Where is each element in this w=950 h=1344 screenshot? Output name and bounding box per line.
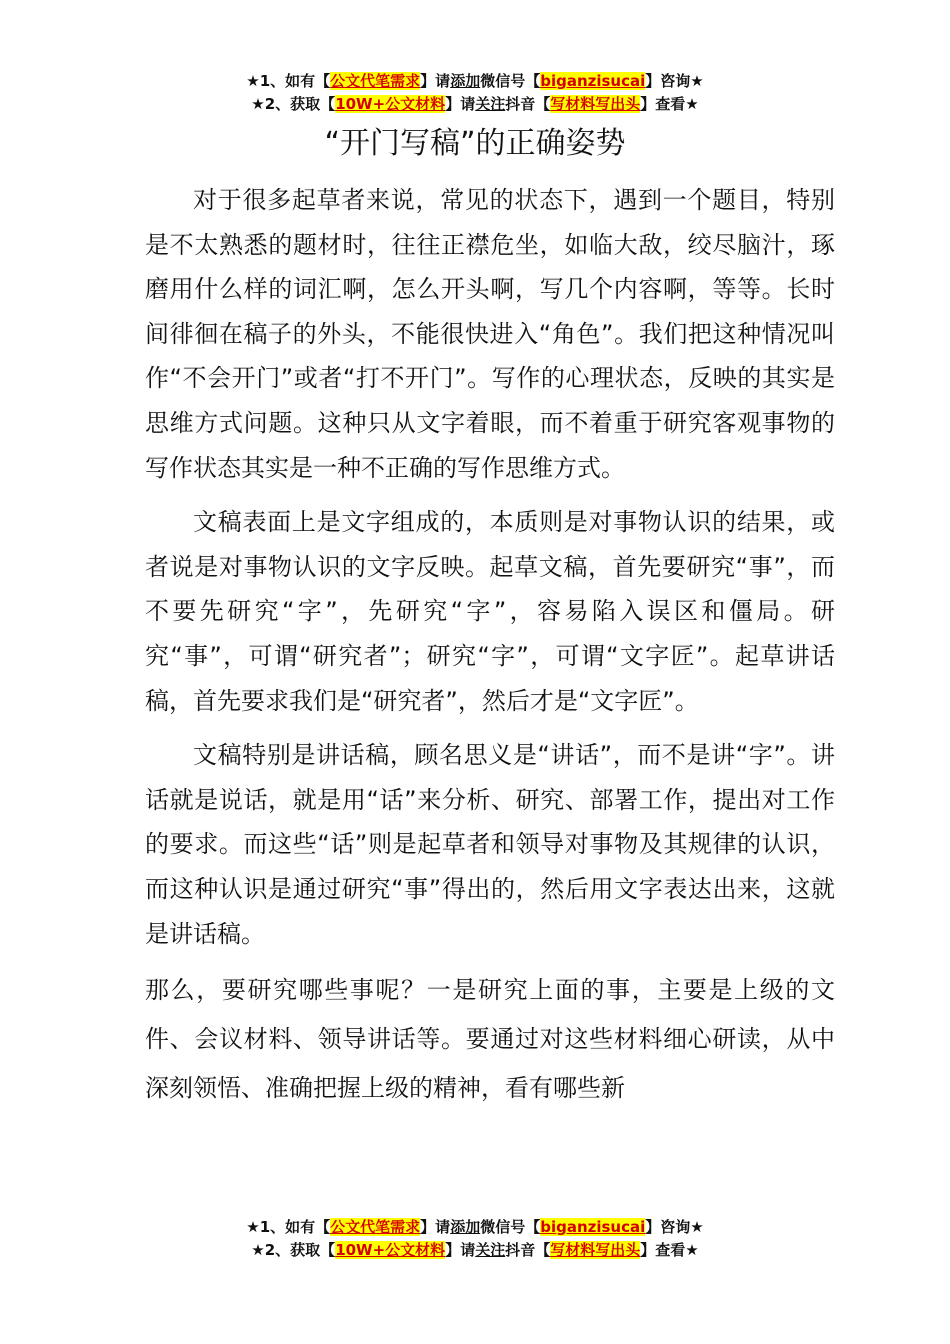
promo-text: 抖音【 <box>505 1241 551 1259</box>
promo-text: ★1、如有【 <box>246 72 331 90</box>
promo-text: 抖音【 <box>505 95 551 113</box>
promo-line-1 <box>0 1216 950 1239</box>
body-paragraph: 对于很多起草者来说，常见的状态下，遇到一个题目，特别是不太熟悉的题材时，往往正襟危坐，如临大敌，绞尽脑汁，琢磨用什么样的词汇啊，怎么开头啊，写几个内容啊，等等。长时间徘徊在稿子的外头，不能很快进入“角色”。我们把这种情况叫作“不会开门”或者“打不开门”。写作的心理状态，反映的其实是思维方式问题。这种只从文字着眼，而不着重于研究客观事物的写作状态其实是一种不正确的写作思维方式。 <box>145 186 835 482</box>
footer-promo-banner <box>0 1216 950 1262</box>
promo-text: ★2、获取【 <box>251 95 336 113</box>
body-paragraph: 那么，要研究哪些事呢？一是研究上面的事，主要是上级的文件、会议材料、领导讲话等。要通过对这些材料细心研读，从中深刻领悟、准确把握上级的精神，看有哪些新 <box>145 976 835 1103</box>
promo-text: 】请 <box>445 1241 476 1259</box>
header-promo-banner <box>0 70 950 116</box>
promo-text: 微信号【 <box>480 72 541 90</box>
promo-highlight: 10W+公文材料 <box>335 95 446 113</box>
body-paragraph: 文稿特别是讲话稿，顾名思义是“讲话”，而不是讲“字”。讲话就是说话，就是用“话”来分析、研究、部署工作，提出对工作的要求。而这些“话”则是起草者和领导对事物及其规律的认识，而这种认识是通过研究“事”得出的，然后用文字表达出来，这就是讲话稿。 <box>145 741 835 948</box>
promo-text: 】请 <box>420 1218 451 1236</box>
promo-underlined-text: 添加 <box>450 72 481 90</box>
promo-highlight: 公文代笔需求 <box>330 1218 421 1236</box>
promo-text: 】请 <box>445 95 476 113</box>
promo-text: 】查看★ <box>640 1241 699 1259</box>
promo-text: ★2、获取【 <box>251 1241 336 1259</box>
body-paragraph: 文稿表面上是文字组成的，本质则是对事物认识的结果，或者说是对事物认识的文字反映。起草文稿，首先要研究“事”，而不要先研究“字”，先研究“字”，容易陷入误区和僵局。研究“事”，可谓“研究者”；研究“字”，可谓“文字匠”。起草讲话稿，首先要求我们是“研究者”，然后才是“文字匠”。 <box>145 508 835 715</box>
promo-text: 】咨询★ <box>645 1218 704 1236</box>
promo-line-2 <box>0 1239 950 1262</box>
promo-highlight-wechat-id: biganzisucai <box>540 1218 646 1236</box>
promo-text: 微信号【 <box>480 1218 541 1236</box>
promo-line-2 <box>0 93 950 116</box>
promo-line-1 <box>0 70 950 93</box>
promo-highlight: 10W+公文材料 <box>335 1241 446 1259</box>
document-body <box>145 178 835 1123</box>
promo-text: ★1、如有【 <box>246 1218 331 1236</box>
promo-highlight-douyin-id: 写材料写出头 <box>550 1241 641 1259</box>
promo-text: 】咨询★ <box>645 72 704 90</box>
promo-underlined-text: 关注 <box>475 95 506 113</box>
promo-underlined-text: 关注 <box>475 1241 506 1259</box>
promo-highlight: 公文代笔需求 <box>330 72 421 90</box>
document-title: “开门写稿”的正确姿势 <box>324 126 626 161</box>
promo-text: 】请 <box>420 72 451 90</box>
promo-underlined-text: 添加 <box>450 1218 481 1236</box>
promo-highlight-wechat-id: biganzisucai <box>540 72 646 90</box>
promo-text: 】查看★ <box>640 95 699 113</box>
promo-highlight-douyin-id: 写材料写出头 <box>550 95 641 113</box>
